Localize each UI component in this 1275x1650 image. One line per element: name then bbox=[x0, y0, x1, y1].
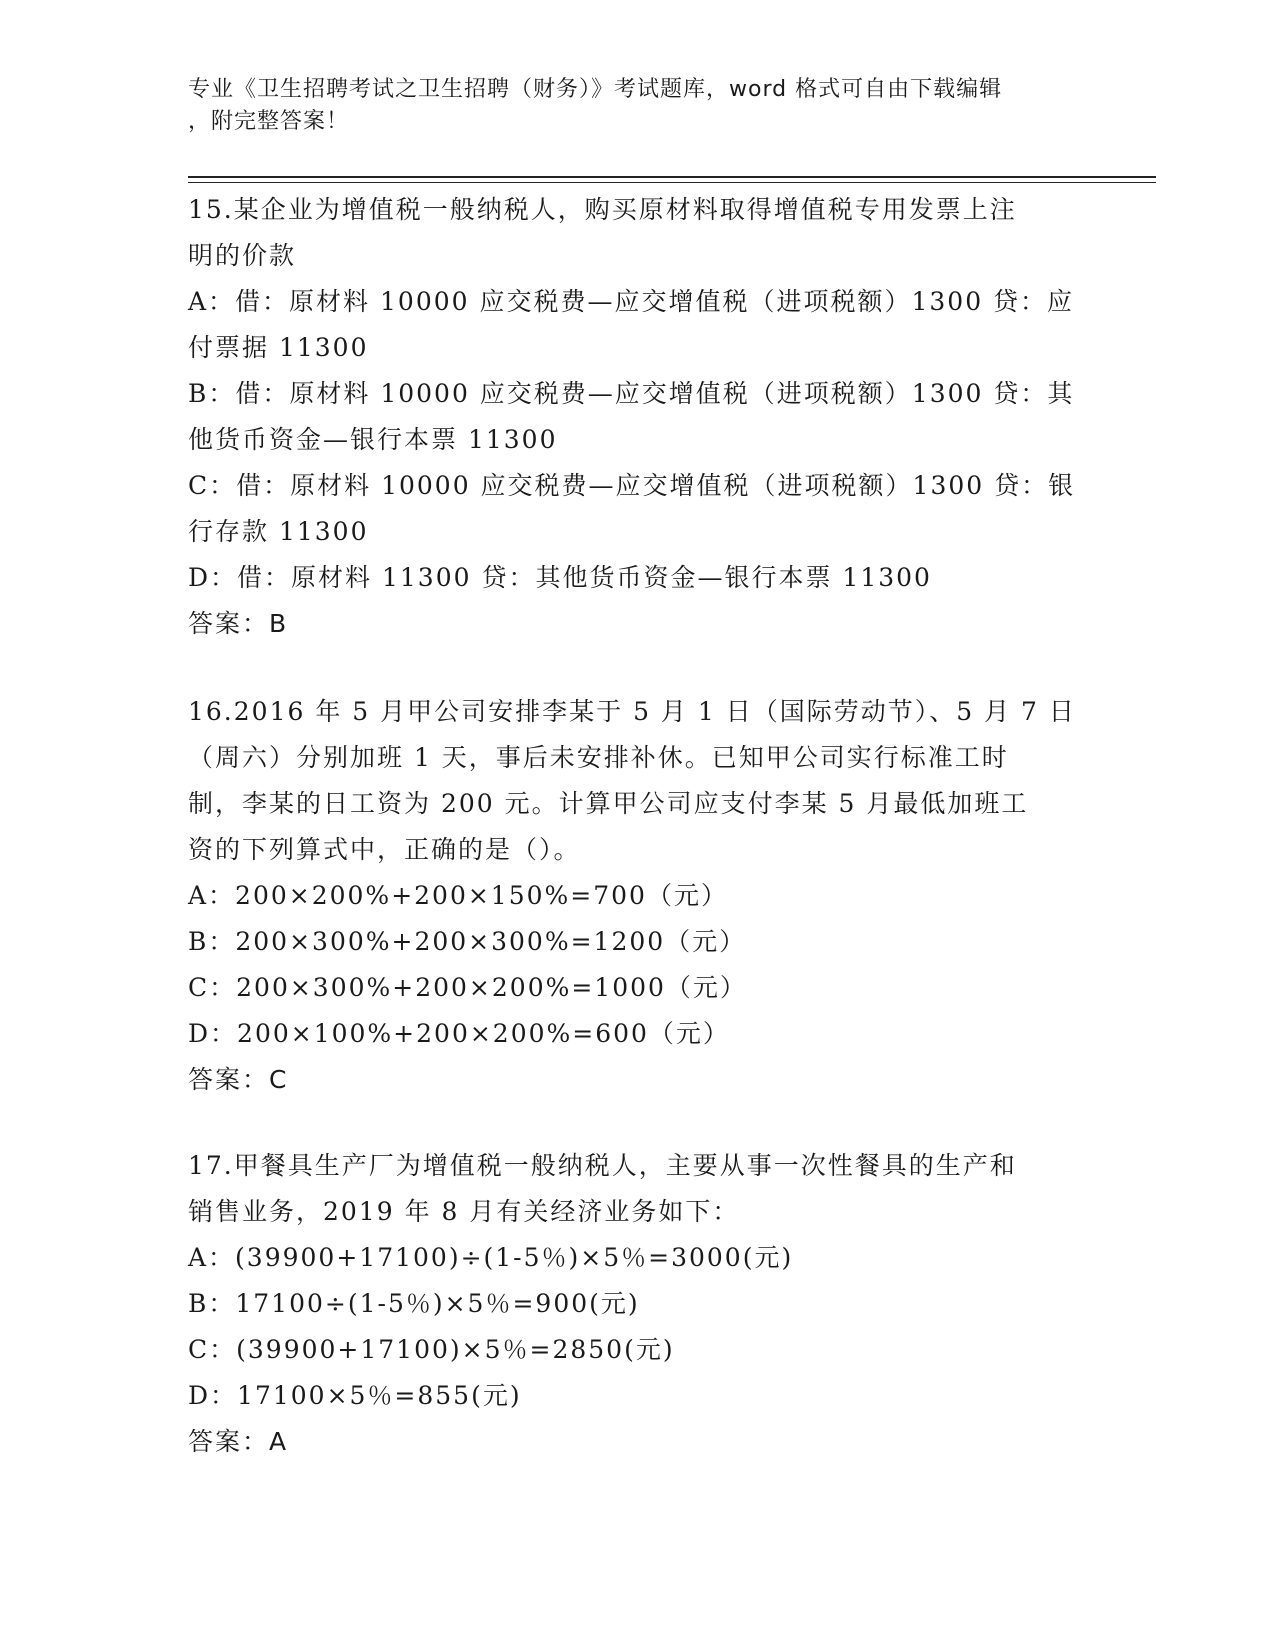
question-text-line: 资的下列算式中，正确的是（）。 bbox=[188, 835, 581, 864]
option-d: D：200×100%+200×200%=600（元） bbox=[188, 1019, 730, 1048]
question-15 bbox=[188, 187, 1088, 647]
question-text-line: 17.甲餐具生产厂为增值税一般纳税人，主要从事一次性餐具的生产和 bbox=[188, 1151, 1017, 1180]
question-text-line: 销售业务，2019 年 8 月有关经济业务如下： bbox=[188, 1197, 740, 1226]
option-b-continued: 他货币资金—银行本票 11300 bbox=[188, 425, 558, 454]
option-b: B：借：原材料 10000 应交税费—应交增值税（进项税额）1300 贷：其 bbox=[188, 379, 1075, 408]
question-text-line: 明的价款 bbox=[188, 241, 297, 270]
header-line-2: ，附完整答案！ bbox=[188, 109, 350, 134]
header-divider-thin bbox=[188, 182, 1156, 183]
option-a: A：(39900+17100)÷(1-5％)×5％=3000(元) bbox=[188, 1243, 794, 1272]
question-text-line: 制，李某的日工资为 200 元。计算甲公司应支付李某 5 月最低加班工 bbox=[188, 789, 1029, 818]
answer-label: 答案：A bbox=[188, 1427, 289, 1456]
option-b: B：17100÷(1-5％)×5％=900(元) bbox=[188, 1289, 640, 1318]
question-text-line: （周六）分别加班 1 天，事后未安排补休。已知甲公司实行标准工时 bbox=[188, 743, 1009, 772]
option-d: D：17100×5％=855(元) bbox=[188, 1381, 522, 1410]
header-line-1: 专业《卫生招聘考试之卫生招聘（财务）》考试题库，word 格式可自由下载编辑 bbox=[188, 77, 1003, 102]
option-c: C：200×300%+200×200%=1000（元） bbox=[188, 973, 747, 1002]
header-divider-thick bbox=[188, 176, 1156, 178]
question-text-line: 16.2016 年 5 月甲公司安排李某于 5 月 1 日（国际劳动节）、5 月 7 日 bbox=[188, 697, 1076, 726]
option-d: D：借：原材料 11300 贷：其他货币资金—银行本票 11300 bbox=[188, 563, 932, 592]
answer-label: 答案：C bbox=[188, 1065, 289, 1094]
option-a: A：200×200%+200×150%=700（元） bbox=[188, 881, 728, 910]
question-16 bbox=[188, 689, 1088, 1103]
answer-label: 答案：B bbox=[188, 609, 289, 638]
option-b: B：200×300%+200×300%=1200（元） bbox=[188, 927, 747, 956]
document-header bbox=[188, 74, 1068, 138]
option-c-continued: 行存款 11300 bbox=[188, 517, 369, 546]
question-text-line: 15.某企业为增值税一般纳税人，购买原材料取得增值税专用发票上注 bbox=[188, 195, 1017, 224]
option-a-continued: 付票据 11300 bbox=[188, 333, 369, 362]
question-17 bbox=[188, 1143, 1088, 1465]
option-c: C：(39900+17100)×5％=2850(元) bbox=[188, 1335, 675, 1364]
option-c: C：借：原材料 10000 应交税费—应交增值税（进项税额）1300 贷：银 bbox=[188, 471, 1076, 500]
option-a: A：借：原材料 10000 应交税费—应交增值税（进项税额）1300 贷：应 bbox=[188, 287, 1075, 316]
